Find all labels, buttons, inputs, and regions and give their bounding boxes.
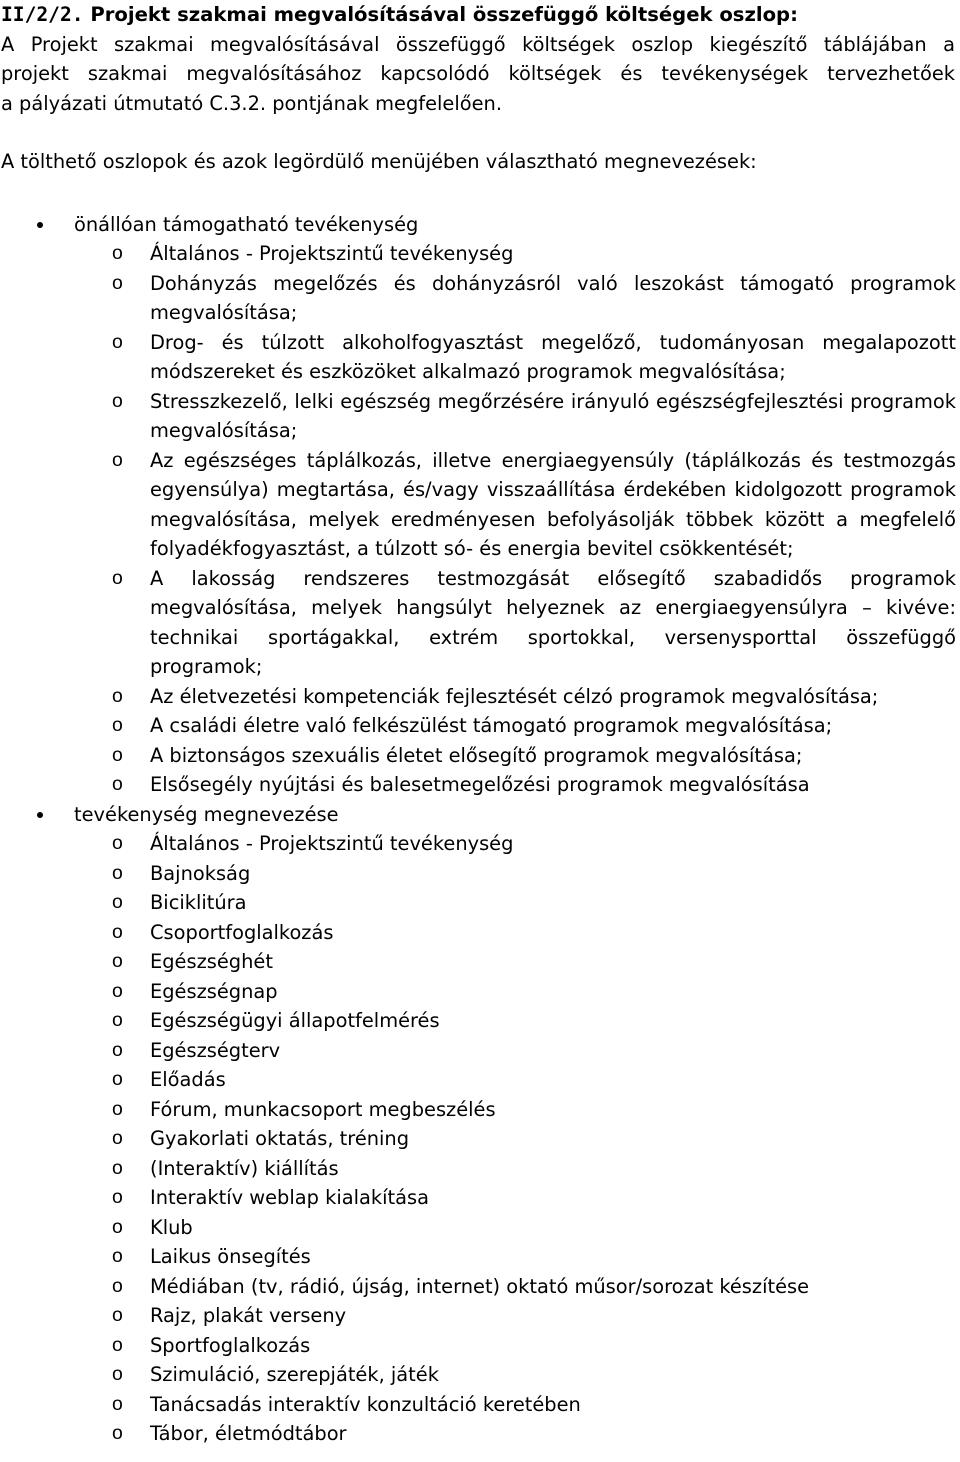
circle-bullet-icon: o	[112, 861, 123, 884]
circle-bullet-icon: o	[112, 979, 123, 1002]
option-text: Bajnokság	[150, 861, 251, 885]
circle-bullet-icon: o	[112, 1245, 123, 1267]
option-item	[0, 328, 956, 387]
option-item	[0, 1006, 956, 1036]
circle-bullet-icon: o	[112, 1392, 123, 1415]
option-item	[0, 741, 956, 771]
option-item	[0, 1301, 956, 1331]
option-text: (Interaktív) kiállítás	[150, 1156, 339, 1180]
circle-bullet-icon: o	[112, 330, 123, 353]
circle-bullet-icon: o	[112, 1097, 123, 1120]
option-item	[0, 1272, 956, 1302]
option-text: Általános - Projektszintű tevékenység	[150, 242, 514, 265]
option-text: Egészségügyi állapotfelmérés	[150, 1009, 440, 1032]
option-text: Gyakorlati oktatás, tréning	[150, 1127, 410, 1150]
circle-bullet-icon: o	[112, 389, 123, 412]
option-item	[0, 269, 956, 328]
circle-bullet-icon: o	[112, 1422, 123, 1444]
circle-bullet-icon: o	[112, 1304, 123, 1326]
option-item	[0, 711, 956, 741]
option-item	[0, 387, 956, 446]
option-text: Dohányzás megelőzés és dohányzásról való leszokást támogató programok megvalósítása;	[150, 271, 956, 324]
option-item	[0, 770, 956, 800]
circle-bullet-icon: o	[112, 1156, 123, 1179]
columns-intro: A tölthető oszlopok és azok legördülő menüjében választható megnevezések:	[1, 150, 757, 173]
option-item	[0, 1242, 956, 1272]
option-text: Elsősegély nyújtási és balesetmegelőzési programok megvalósítása	[150, 773, 810, 796]
option-item	[0, 446, 956, 564]
option-item	[0, 1390, 956, 1420]
circle-bullet-icon: o	[112, 684, 123, 707]
option-text: Drog- és túlzott alkoholfogyasztást megelőző, tudományosan megalapozott módszereket és eszközöket alkalmazó programok megvalósítása;	[150, 330, 956, 383]
option-text: Egészségnap	[150, 979, 278, 1003]
circle-bullet-icon: o	[112, 1009, 123, 1031]
option-text: Sportfoglalkozás	[150, 1333, 311, 1357]
option-text: Tábor, életmódtábor	[150, 1422, 347, 1445]
option-text: Klub	[150, 1215, 193, 1239]
option-item	[0, 918, 956, 948]
option-item	[0, 1331, 956, 1361]
column-group-label: önállóan támogatható tevékenység	[74, 212, 419, 236]
section-title: Projekt szakmai megvalósításával összefüggő költségek oszlop:	[83, 3, 798, 26]
option-text: Laikus önsegítés	[150, 1245, 311, 1268]
circle-bullet-icon: o	[112, 1333, 123, 1356]
section-code: II/2/2.	[1, 3, 84, 26]
option-text: Egészségterv	[150, 1038, 281, 1062]
option-text: A lakosság rendszeres testmozgását elősegítő szabadidős programok megvalósítása, melyek hangsúlyt helyeznek az energiaegyensúlyra – kivéve: technikai sportágakkal, extrém sportokkal, versenysporttal összefüggő programok;	[150, 566, 956, 678]
bullet-icon	[37, 812, 43, 818]
circle-bullet-icon: o	[112, 773, 123, 795]
circle-bullet-icon: o	[112, 1363, 123, 1385]
option-item	[0, 888, 956, 918]
circle-bullet-icon: o	[112, 448, 123, 471]
intro-line-3: a pályázati útmutató C.3.2. pontjának megfelelően.	[1, 91, 502, 115]
option-item	[0, 1183, 956, 1213]
circle-bullet-icon: o	[112, 566, 123, 589]
option-text: Az egészséges táplálkozás, illetve energiaegyensúly (táplálkozás és testmozgás egyensúlya) megtartása, és/vagy visszaállítása érdekében kidolgozott programok megvalósítása, melyek eredményesen befolyásolják többek között a megfelelő folyadékfogyasztást, a túlzott só- és energia bevitel csökkentését;	[150, 448, 956, 560]
option-text: Stresszkezelő, lelki egészség megőrzésére irányuló egészségfejlesztési programok megvalósítása;	[150, 389, 956, 442]
option-item	[0, 859, 956, 889]
circle-bullet-icon: o	[112, 950, 123, 972]
option-text: Szimuláció, szerepjáték, játék	[150, 1363, 439, 1386]
option-item	[0, 1419, 956, 1449]
circle-bullet-icon: o	[112, 920, 123, 943]
section-heading	[0, 0, 960, 30]
option-text: A családi életre való felkészülést támogató programok megvalósítása;	[150, 714, 833, 737]
circle-bullet-icon: o	[112, 714, 123, 736]
option-item	[0, 1154, 956, 1184]
option-text: Tanácsadás interaktív konzultáció keretében	[150, 1392, 581, 1416]
option-item	[0, 239, 956, 269]
circle-bullet-icon: o	[112, 832, 123, 854]
option-text: Rajz, plakát verseny	[150, 1304, 347, 1327]
option-text: Fórum, munkacsoport megbeszélés	[150, 1097, 496, 1121]
intro-line-1: A Projekt szakmai megvalósításával összefüggő költségek oszlop kiegészítő táblájában a	[1, 32, 955, 56]
bullet-icon	[37, 222, 43, 228]
circle-bullet-icon: o	[112, 1068, 123, 1090]
circle-bullet-icon: o	[112, 743, 123, 766]
circle-bullet-icon: o	[112, 271, 123, 294]
option-item	[0, 947, 956, 977]
option-text: Biciklitúra	[150, 891, 247, 914]
option-text: Egészséghét	[150, 950, 273, 973]
circle-bullet-icon: o	[112, 1186, 123, 1208]
option-item	[0, 1360, 956, 1390]
circle-bullet-icon: o	[112, 1127, 123, 1149]
option-text: Előadás	[150, 1068, 226, 1091]
intro-paragraph	[0, 30, 960, 119]
option-list	[74, 829, 960, 1449]
option-item	[0, 682, 956, 712]
circle-bullet-icon: o	[112, 1215, 123, 1238]
circle-bullet-icon: o	[112, 242, 123, 264]
circle-bullet-icon: o	[112, 891, 123, 913]
column-group-label: tevékenység megnevezése	[74, 802, 339, 826]
spacer	[0, 118, 960, 147]
spacer	[0, 177, 960, 210]
option-list	[74, 239, 960, 800]
option-text: Az életvezetési kompetenciák fejlesztését célzó programok megvalósítása;	[150, 684, 879, 708]
option-text: Interaktív weblap kialakítása	[150, 1186, 429, 1209]
option-text: A biztonságos szexuális életet elősegítő programok megvalósítása;	[150, 743, 803, 767]
circle-bullet-icon: o	[112, 1274, 123, 1297]
option-item	[0, 1213, 956, 1243]
column-group	[0, 210, 960, 800]
circle-bullet-icon: o	[112, 1038, 123, 1061]
option-item	[0, 1036, 956, 1066]
option-item	[0, 1065, 956, 1095]
column-list	[0, 210, 960, 1449]
option-text: Csoportfoglalkozás	[150, 920, 334, 944]
column-group	[0, 800, 960, 1449]
option-item	[0, 1095, 956, 1125]
intro-line-2: projekt szakmai megvalósításához kapcsolódó költségek és tevékenységek tervezhetőek	[1, 62, 955, 85]
option-text: Általános - Projektszintű tevékenység	[150, 832, 514, 855]
option-text: Médiában (tv, rádió, újság, internet) oktató műsor/sorozat készítése	[150, 1274, 810, 1298]
option-item	[0, 1124, 956, 1154]
option-item	[0, 829, 956, 859]
option-item	[0, 564, 956, 682]
option-item	[0, 977, 956, 1007]
